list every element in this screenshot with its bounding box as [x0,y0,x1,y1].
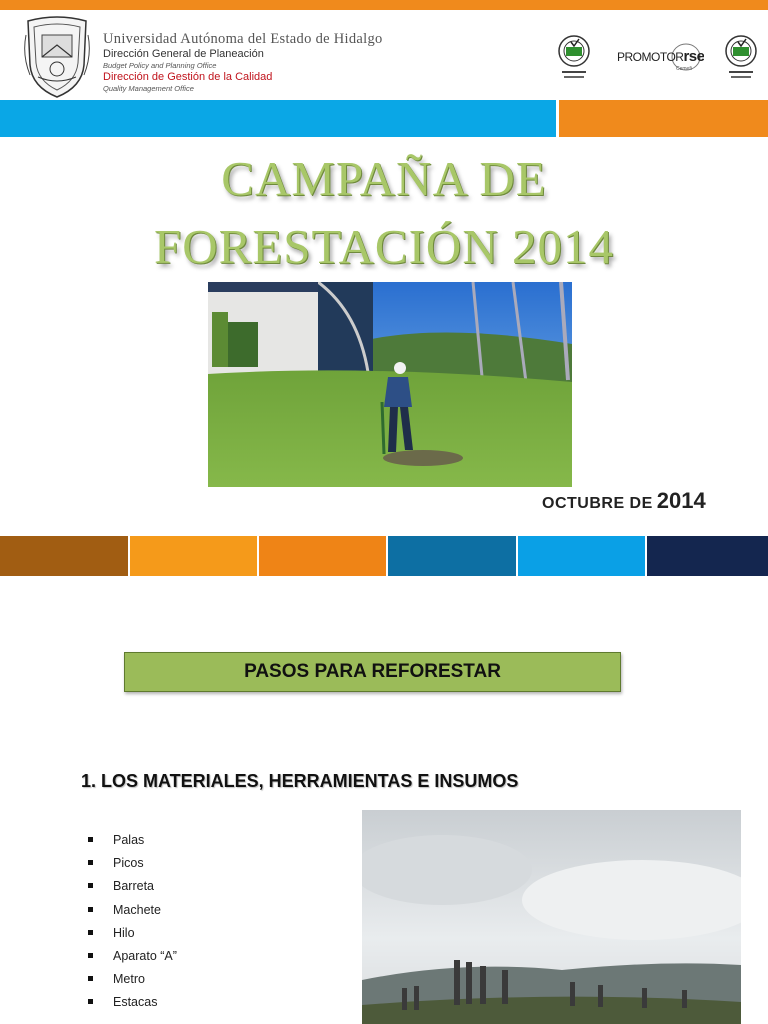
material-item [88,995,177,1018]
step-heading: 1. LOS MATERIALES, HERRAMIENTAS E INSUMOS [81,771,519,791]
bullet-icon [88,930,93,935]
material-label: Barreta [113,879,154,894]
esr-seal-icon [723,33,759,83]
material-item [88,903,177,926]
bullet-icon [88,837,93,842]
materials-list [88,833,177,1019]
bullet-icon [88,907,93,912]
promotor-rse-logo [616,40,704,74]
bullet-icon [88,953,93,958]
color-bar-segment [518,536,645,576]
group-photo [362,810,741,1024]
material-item [88,926,177,949]
planning-department-en: Budget Policy and Planning Office [103,61,217,70]
material-label: Picos [113,856,144,871]
material-label: Hilo [113,925,135,940]
material-item [88,833,177,856]
color-bar-segment [647,536,768,576]
institution-name: Universidad Autónoma del Estado de Hidalgo [103,31,383,47]
svg-text:PROMOTORrse: PROMOTORrse [617,48,704,65]
bullet-icon [88,976,93,981]
date-month: OCTUBRE DE [542,495,653,512]
material-label: Machete [113,902,161,917]
material-label: Metro [113,972,145,987]
bullet-icon [88,883,93,888]
quality-department-en: Quality Management Office [103,84,194,93]
university-crest-icon [24,15,90,99]
color-bar-segment [130,536,257,576]
header-top-bar [0,0,768,10]
header-blue-band [0,100,556,137]
material-label: Palas [113,833,145,847]
campaign-title-line1: CAMPAÑA DE [221,151,547,206]
section-title-box: PASOS PARA REFORESTAR [124,652,621,692]
campaign-date [542,488,706,514]
header-orange-band [559,100,768,137]
esr-seal-icon [556,33,592,83]
color-bar-segment [388,536,516,576]
material-item [88,972,177,995]
bullet-icon [88,999,93,1004]
campaign-title-line2: FORESTACIÓN 2014 [154,219,614,274]
color-bar-segment [259,536,386,576]
quality-department: Dirección de Gestión de la Calidad [103,71,273,83]
material-item [88,856,177,879]
material-label: Aparato “A” [113,948,177,963]
date-year: 2014 [656,488,706,513]
svg-text:Cemefi: Cemefi [676,66,692,72]
planning-department: Dirección General de Planeación [103,48,264,60]
color-bar-segment [0,536,128,576]
planting-photo [208,282,572,487]
material-item [88,949,177,972]
material-item [88,879,177,902]
material-label: Estacas [113,995,158,1010]
bullet-icon [88,860,93,865]
